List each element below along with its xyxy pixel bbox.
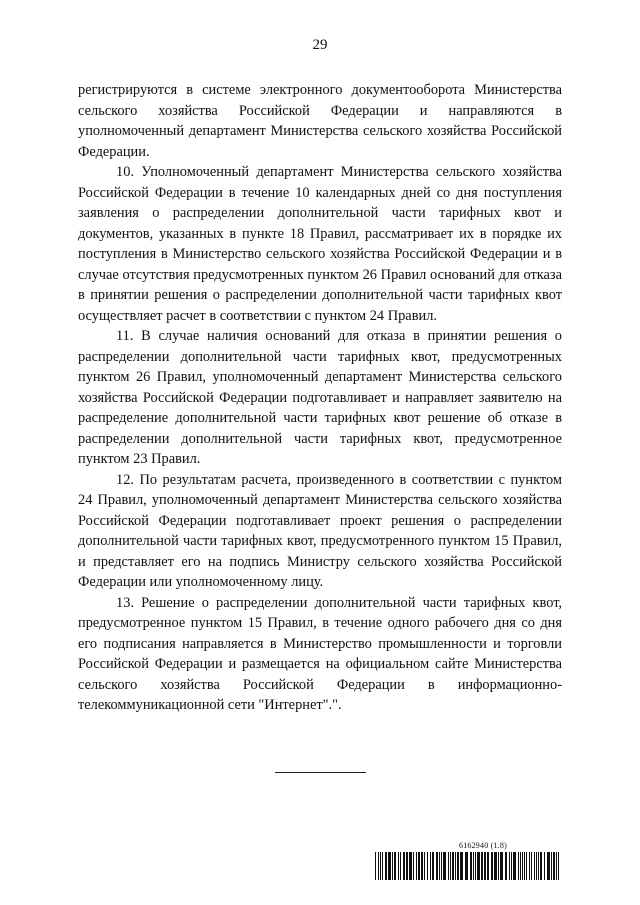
paragraph-item-13: 13. Решение о распределении дополнительной части тарифных квот, предусмотренное пунктом 15 Правил, в течение одного рабочего дня со дня его подписания направляется в Министерство промышленности и торговли Российской Федерации и размещается на официальном сайте Министерства сельского хозяйства Российской Федерации в информационно-телекоммуникационной сети "Интернет".". <box>78 594 562 713</box>
paragraph-item-11: 11. В случае наличия оснований для отказа в принятии решения о распределении дополнительной части тарифных квот, предусмотренных пунктом 26 Правил, уполномоченный департамент Министерства сельского хозяйства Российской Федерации подготавливает и направляет заявителю на распределение дополнительной части тарифных квот решение об отказе в распределении дополнительной части тарифных квот, предусмотренное пунктом 23 Правил. <box>78 328 562 467</box>
document-code: 6162940 (1.8) <box>459 841 507 850</box>
paragraph-item-10: 10. Уполномоченный департамент Министерства сельского хозяйства Российской Федерации в течение 10 календарных дней со дня поступления заявления о распределении дополнительной части тарифных квот и документов, указанных в пункте 18 Правил, рассматривает их в порядке их поступления в Министерство сельского хозяйства Российской Федерации и в случае отсутствия предусмотренных пунктом 26 Правил оснований для отказа в принятии решения о распределении дополнительной части тарифных квот осуществляет расчет в соответствии с пунктом 24 Правил. <box>78 164 562 324</box>
paragraph-item-12: 12. По результатам расчета, произведенного в соответствии с пунктом 24 Правил, уполномоченный департамент Министерства сельского хозяйства Российской Федерации подготавливает проект решения о распределении дополнительной части тарифных квот, предусмотренного пунктом 15 Правил, и представляет его на подпись Министру сельского хозяйства Российской Федерации или уполномоченному лицу. <box>78 471 562 590</box>
paragraph-continuation: регистрируются в системе электронного документооборота Министерства сельского хозяйства Российской Федерации и направляются в уполномоченный департамент Министерства сельского хозяйства Российской Федерации. <box>78 82 562 160</box>
document-body <box>78 80 562 716</box>
end-separator-line <box>275 772 366 773</box>
barcode-icon <box>375 852 563 880</box>
page-number: 29 <box>312 37 328 53</box>
